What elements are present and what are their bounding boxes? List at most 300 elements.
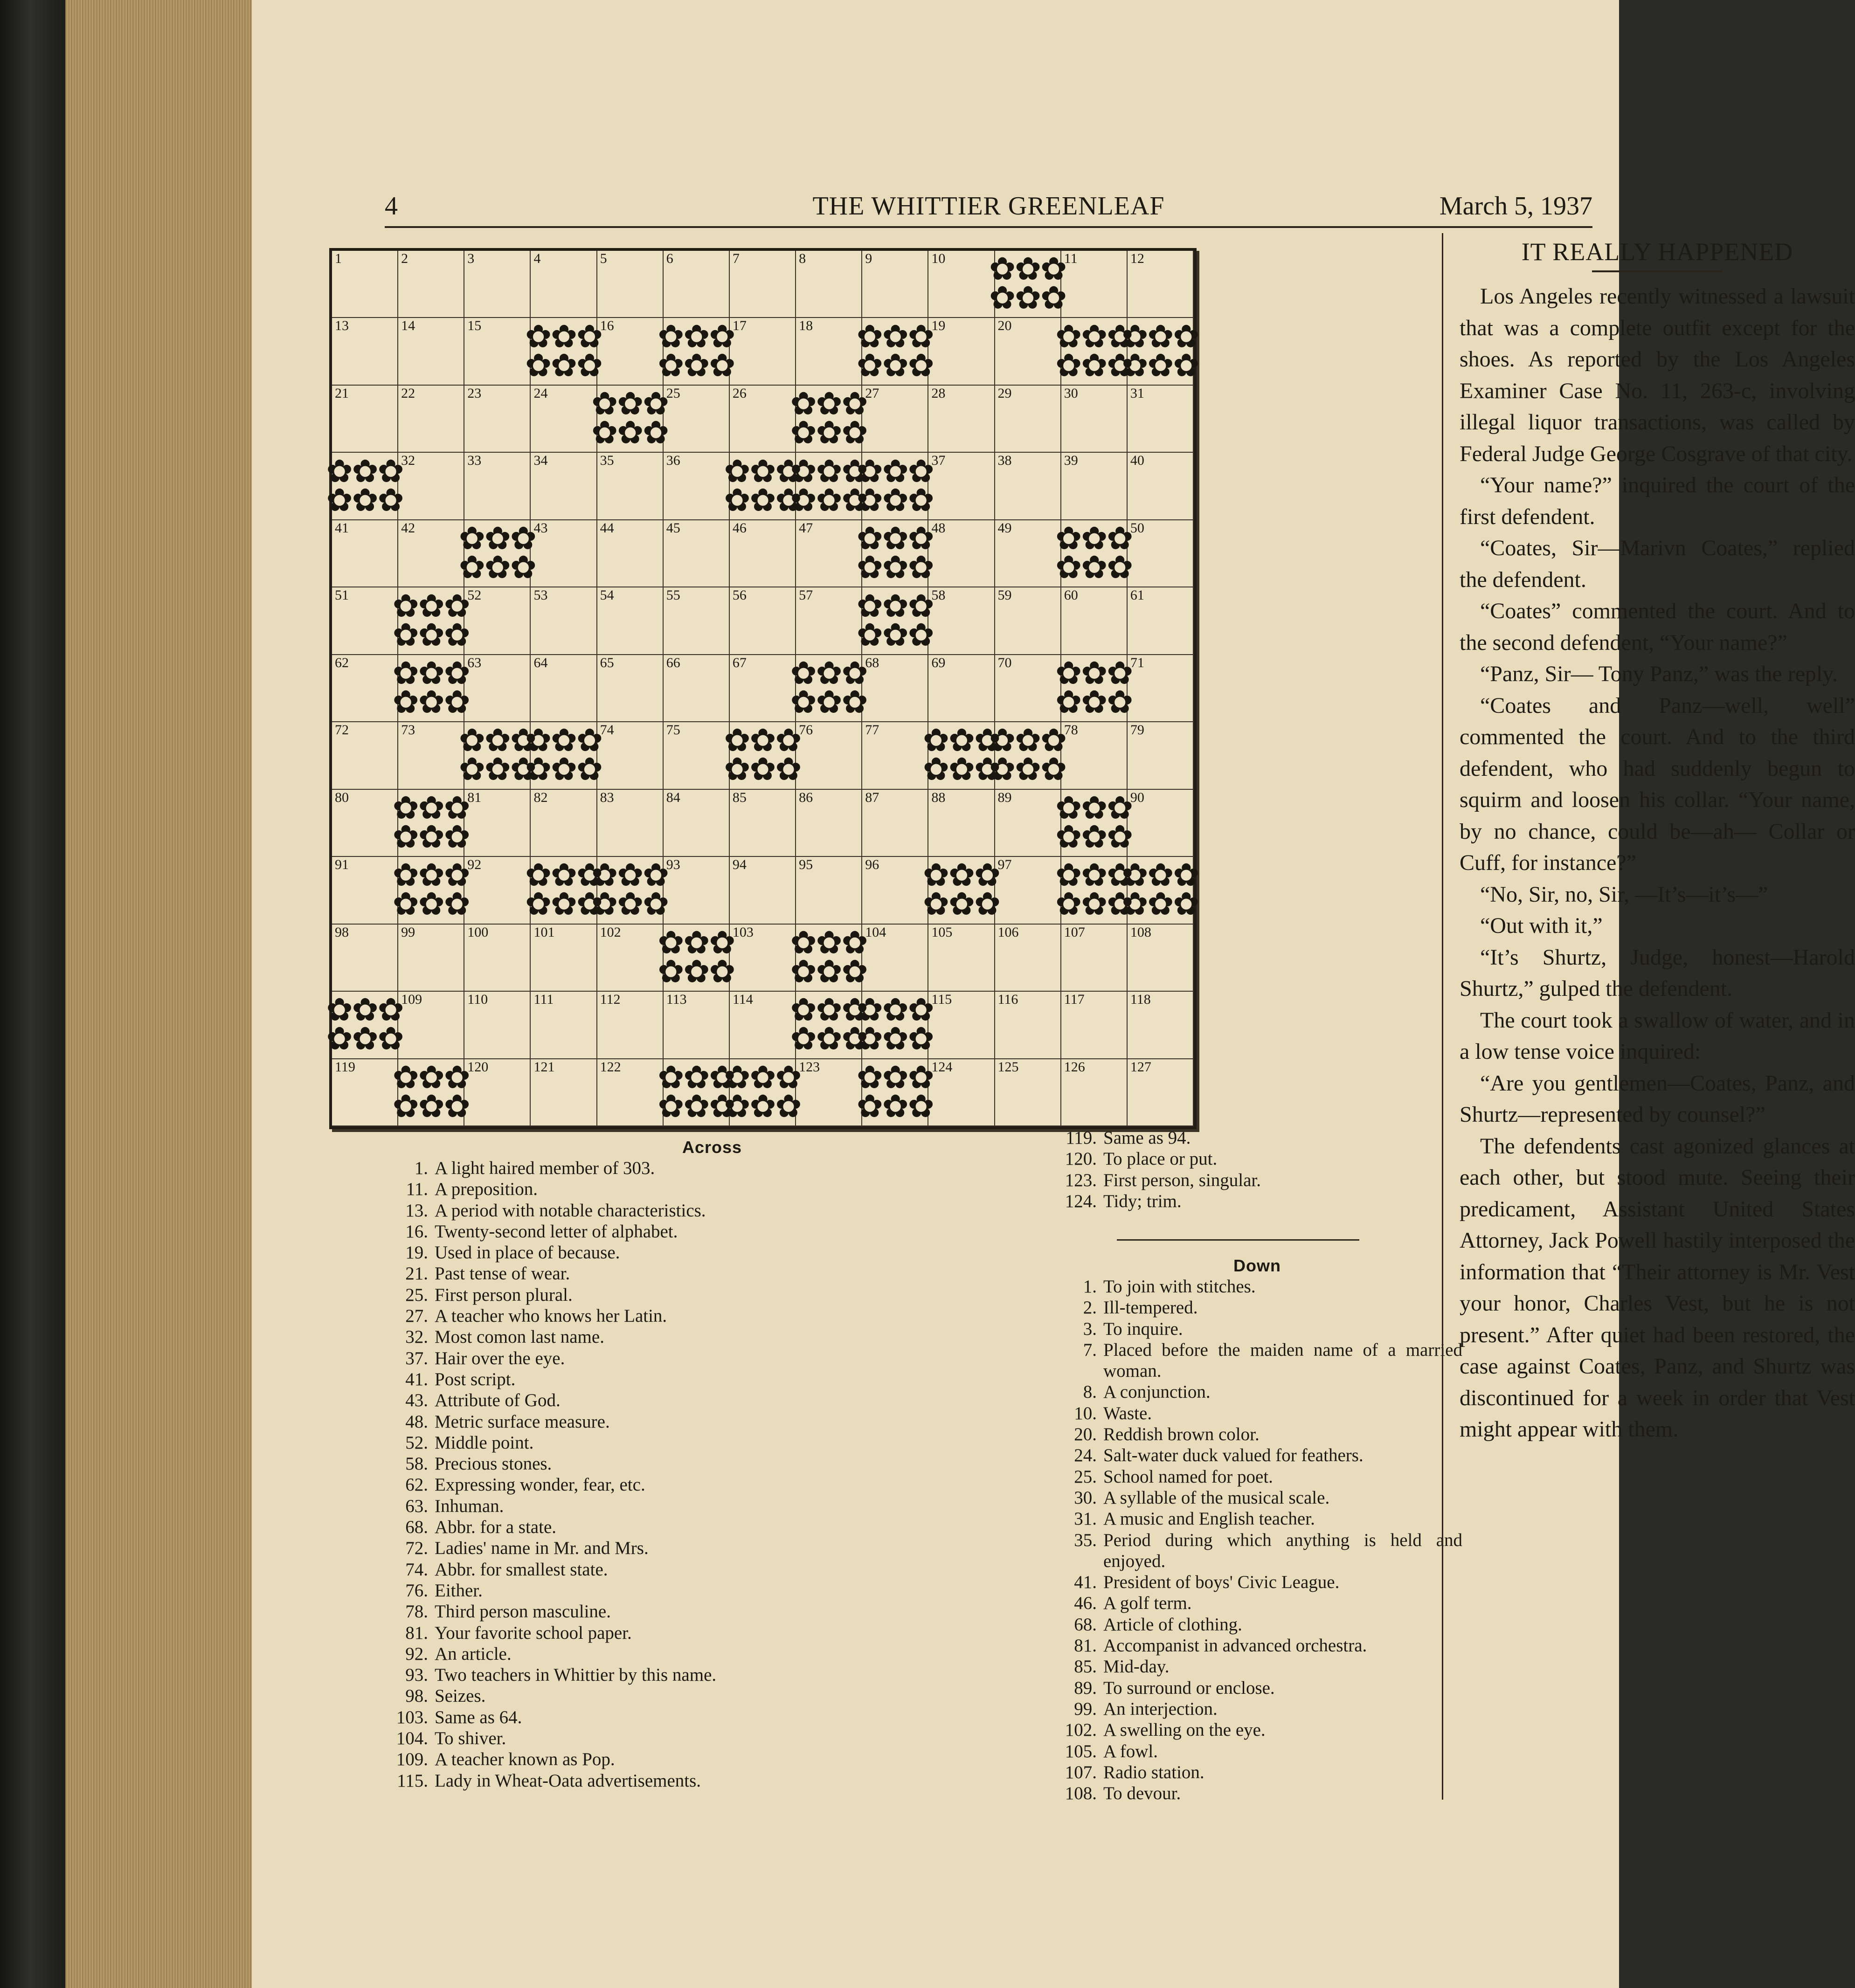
crossword-black-square (525, 318, 602, 385)
clue-text: Either. (435, 1580, 483, 1601)
page-header (385, 186, 1592, 228)
cell-number: 107 (1064, 924, 1085, 940)
cell-number: 95 (799, 857, 813, 873)
down-clues (1052, 1255, 1462, 1804)
crossword-cell (730, 520, 796, 587)
cell-number: 90 (1130, 789, 1144, 805)
cell-number: 120 (467, 1059, 489, 1075)
cell-number: 58 (931, 587, 946, 603)
cell-number: 72 (335, 722, 349, 738)
crossword-black-square (856, 1059, 934, 1126)
cell-number: 27 (865, 385, 879, 401)
crossword-cell (730, 925, 796, 992)
cell-number: 25 (666, 385, 680, 401)
clue-number: 1. (414, 1158, 428, 1178)
clue-item (1052, 1741, 1462, 1762)
crossword-cell (332, 857, 398, 924)
cell-number: 67 (732, 655, 747, 670)
cell-number: 44 (600, 520, 614, 536)
crossword-cell (928, 386, 995, 453)
cell-number: 85 (732, 789, 747, 805)
crossword-cell (1128, 655, 1194, 722)
crossword-black-square (790, 924, 867, 992)
crossword-black-square (326, 453, 403, 520)
crossword-cell (464, 251, 531, 318)
crossword-cell (995, 925, 1061, 992)
crossword-cell (862, 925, 928, 992)
cell-number: 21 (335, 385, 349, 401)
cell-number: 19 (931, 318, 946, 334)
flower-ornament-icon: ✿✿✿ ✿✿✿ (989, 722, 1066, 788)
crossword-cell (664, 520, 730, 587)
cell-number: 110 (467, 992, 488, 1008)
clue-text: Placed before the maiden name of a married woman. (1103, 1339, 1462, 1381)
crossword-cell (730, 857, 796, 924)
crossword-cell (796, 318, 862, 385)
clue-number: 35. (1074, 1530, 1097, 1550)
cell-number: 5 (600, 251, 607, 266)
cell-number: 123 (799, 1059, 820, 1075)
clue-text: Accompanist in advanced orchestra. (1103, 1636, 1367, 1656)
cell-number: 96 (865, 857, 879, 873)
crossword-black-square (989, 251, 1066, 318)
crossword-black-square (790, 453, 867, 520)
cell-number: 69 (931, 655, 946, 670)
cell-number: 50 (1130, 520, 1144, 536)
clue-text: A teacher known as Pop. (435, 1749, 615, 1770)
crossword-cell (796, 587, 862, 655)
clue-number: 93. (405, 1665, 428, 1685)
story-paragraph: “Out with it,” (1480, 913, 1603, 938)
clue-item (383, 1179, 1041, 1200)
crossword-cell (995, 386, 1061, 453)
cell-number: 47 (799, 520, 813, 536)
crossword-cell (531, 251, 597, 318)
cell-number: 71 (1130, 655, 1144, 670)
flower-ornament-icon: ✿✿✿ ✿✿✿ (922, 722, 1000, 788)
flower-ornament-icon: ✿✿✿ ✿✿✿ (724, 1059, 801, 1125)
cell-number: 10 (931, 251, 946, 266)
crossword-black-square (922, 722, 1000, 789)
clue-item (383, 1390, 1041, 1411)
clue-number: 85. (1074, 1657, 1097, 1677)
crossword-cell (531, 992, 597, 1059)
cell-number: 108 (1130, 924, 1151, 940)
cell-number: 116 (997, 992, 1018, 1008)
clue-text: A music and English teacher. (1103, 1509, 1315, 1529)
clue-text: An article. (435, 1643, 512, 1664)
cell-number: 70 (997, 655, 1012, 670)
clue-item (383, 1496, 1041, 1517)
clue-number: 123. (1065, 1170, 1097, 1190)
cell-number: 114 (732, 992, 753, 1008)
crossword-black-square (326, 992, 403, 1059)
clue-number: 81. (405, 1622, 428, 1643)
cell-number: 88 (931, 789, 946, 805)
clue-text: Lady in Wheat-Oata advertisements. (435, 1770, 701, 1791)
column-rule (1442, 233, 1443, 1800)
crossword-black-square (724, 722, 801, 789)
clue-item (383, 1622, 1041, 1643)
cell-number: 17 (732, 318, 747, 334)
crossword-cell (398, 453, 464, 520)
clue-item (383, 1538, 1041, 1559)
clue-text: Mid-day. (1103, 1657, 1170, 1677)
flower-ornament-icon: ✿✿✿ ✿✿✿ (525, 722, 602, 788)
cell-number: 54 (600, 587, 614, 603)
clue-item (1052, 1677, 1462, 1698)
crossword-black-square (790, 386, 867, 453)
cell-number: 126 (1064, 1059, 1085, 1075)
cell-number: 32 (401, 453, 415, 469)
crossword-black-square (856, 992, 934, 1059)
clue-text: A syllable of the musical scale. (1103, 1487, 1330, 1508)
clue-item (383, 1411, 1041, 1432)
cell-number: 102 (600, 924, 621, 940)
clue-number: 63. (405, 1496, 428, 1516)
flower-ornament-icon: ✿✿✿ ✿✿✿ (525, 318, 602, 384)
crossword-cell (664, 251, 730, 318)
clue-text: Precious stones. (435, 1454, 552, 1474)
clue-text: Two teachers in Whittier by this name. (435, 1665, 717, 1685)
crossword-black-square (458, 722, 536, 789)
clue-text: First person, singular. (1103, 1170, 1261, 1190)
crossword-cell (597, 655, 664, 722)
crossword-cell (1061, 722, 1128, 789)
cell-number: 64 (533, 655, 548, 670)
flower-ornament-icon: ✿✿✿ ✿✿✿ (856, 318, 934, 384)
flower-ornament-icon: ✿✿✿ ✿✿✿ (392, 789, 470, 856)
cell-number: 33 (467, 453, 482, 469)
clue-text: A teacher who knows her Latin. (435, 1306, 667, 1326)
crossword-cell (1061, 587, 1128, 655)
clue-number: 21. (405, 1263, 428, 1284)
crossword-cell (796, 857, 862, 924)
crossword-cell (398, 520, 464, 587)
cell-number: 112 (600, 992, 621, 1008)
crossword-cell (1128, 520, 1194, 587)
crossword-cell (664, 722, 730, 789)
clue-item (1052, 1593, 1462, 1614)
clue-text: President of boys' Civic League. (1103, 1572, 1340, 1593)
clue-number: 76. (405, 1580, 428, 1601)
cell-number: 103 (732, 924, 754, 940)
clue-item (1052, 1148, 1462, 1169)
story-paragraph: “It’s Shurtz, Judge, honest—Harold Shurtz,” gulped the defendent. (1460, 945, 1855, 1001)
clue-text: Most comon last name. (435, 1327, 604, 1347)
cell-number: 60 (1064, 587, 1078, 603)
clue-item (1052, 1445, 1462, 1466)
story-paragraph: “Your name?” inquired the court of the first defendent. (1460, 473, 1855, 529)
cell-number: 97 (997, 857, 1012, 873)
clue-number: 107. (1065, 1762, 1097, 1782)
cell-number: 22 (401, 385, 415, 401)
crossword-black-square (1055, 789, 1133, 857)
clue-text: Hair over the eye. (435, 1348, 565, 1368)
cell-number: 15 (467, 318, 482, 334)
clue-text: Same as 64. (435, 1707, 522, 1727)
crossword-cell (332, 655, 398, 722)
clue-item (383, 1284, 1041, 1305)
cell-number: 86 (799, 789, 813, 805)
clue-text: A golf term. (1103, 1593, 1192, 1614)
cell-number: 109 (401, 992, 422, 1008)
clue-text: Attribute of God. (435, 1390, 561, 1411)
flower-ornament-icon: ✿✿✿ ✿✿✿ (856, 453, 934, 519)
cell-number: 55 (666, 587, 680, 603)
crossword-black-square (658, 924, 735, 992)
clue-item (383, 1580, 1041, 1601)
crossword-cell (1061, 386, 1128, 453)
crossword-cell (531, 925, 597, 992)
story-title: IT REALLY HAPPENED (1521, 238, 1793, 266)
across-heading: Across (682, 1138, 742, 1157)
crossword-cell (1128, 251, 1194, 318)
crossword-cell (928, 587, 995, 655)
crossword-cell (597, 925, 664, 992)
clue-number: 8. (1083, 1382, 1097, 1402)
crossword-black-square (458, 520, 536, 587)
crossword-cell (664, 790, 730, 857)
clue-text: A swelling on the eye. (1103, 1720, 1266, 1740)
clue-number: 72. (405, 1538, 428, 1559)
crossword-black-square (392, 587, 470, 655)
crossword-cell (1061, 251, 1128, 318)
crossword-cell (796, 520, 862, 587)
clue-item (383, 1369, 1041, 1390)
clue-text: Middle point. (435, 1432, 534, 1453)
cell-number: 78 (1064, 722, 1078, 738)
cell-number: 36 (666, 453, 680, 469)
cell-number: 61 (1130, 587, 1144, 603)
cell-number: 7 (732, 251, 740, 266)
clue-text: To inquire. (1103, 1318, 1183, 1339)
crossword-cell (928, 925, 995, 992)
flower-ornament-icon: ✿✿✿ ✿✿✿ (658, 318, 735, 384)
crossword-cell (796, 1059, 862, 1126)
cell-number: 81 (467, 789, 482, 805)
crossword-cell (464, 1059, 531, 1126)
cell-number: 98 (335, 924, 349, 940)
clue-item (1052, 1381, 1462, 1402)
crossword-cell (398, 722, 464, 789)
clue-item (383, 1348, 1041, 1369)
flower-ornament-icon: ✿✿✿ ✿✿✿ (790, 924, 867, 990)
crossword-black-square (392, 655, 470, 722)
flower-ornament-icon: ✿✿✿ ✿✿✿ (856, 587, 934, 654)
clue-number: 16. (405, 1221, 428, 1242)
clue-item (1052, 1297, 1462, 1318)
clue-number: 124. (1065, 1191, 1097, 1211)
crossword-black-square (1055, 318, 1133, 385)
clue-number: 89. (1074, 1677, 1097, 1698)
crossword-black-square (392, 789, 470, 857)
story-paragraph: “Coates, Sir—Marivn Coates,” replied the defendent. (1460, 536, 1855, 592)
clue-text: Abbr. for smallest state. (435, 1559, 608, 1580)
crossword-black-square (1121, 318, 1199, 385)
cell-number: 62 (335, 655, 349, 670)
cell-number: 73 (401, 722, 415, 738)
cell-number: 2 (401, 251, 408, 266)
clue-number: 62. (405, 1475, 428, 1495)
crossword-cell (730, 251, 796, 318)
clue-item (1052, 1783, 1462, 1804)
clue-item (1052, 1508, 1462, 1529)
flower-ornament-icon: ✿✿✿ ✿✿✿ (1121, 857, 1199, 923)
cell-number: 101 (533, 924, 555, 940)
clue-number: 41. (405, 1369, 428, 1389)
crossword-cell (730, 790, 796, 857)
cell-number: 34 (533, 453, 548, 469)
flower-ornament-icon: ✿✿✿ ✿✿✿ (790, 453, 867, 519)
crossword-cell (332, 251, 398, 318)
flower-ornament-icon: ✿✿✿ ✿✿✿ (658, 924, 735, 990)
flower-ornament-icon: ✿✿✿ ✿✿✿ (724, 453, 801, 519)
clue-item (383, 1664, 1041, 1685)
crossword-cell (398, 318, 464, 385)
flower-ornament-icon: ✿✿✿ ✿✿✿ (989, 251, 1066, 317)
crossword-cell (928, 520, 995, 587)
story-article (1460, 233, 1855, 1445)
cell-number: 12 (1130, 251, 1144, 266)
cell-number: 3 (467, 251, 475, 266)
crossword-black-square (790, 655, 867, 722)
story-paragraph: Los Angeles recently witnessed a lawsuit that was a complete outfit except for the shoes. As reported by the Los Angeles Examiner Case No. 11, 263-c, involving illegal liquor transactions, was called by Federal Judge George Cosgrave of that city. (1460, 284, 1855, 466)
clue-number: 68. (1074, 1614, 1097, 1635)
clue-text: Past tense of wear. (435, 1263, 570, 1284)
flower-ornament-icon: ✿✿✿ ✿✿✿ (1055, 789, 1133, 856)
cell-number: 59 (997, 587, 1012, 603)
crossword-black-square (591, 857, 669, 924)
crossword-cell (464, 655, 531, 722)
cell-number: 4 (533, 251, 541, 266)
clue-item (383, 1242, 1041, 1263)
clue-item (1052, 1466, 1462, 1487)
newspaper-page (252, 0, 1855, 1988)
flower-ornament-icon: ✿✿✿ ✿✿✿ (591, 386, 669, 452)
cell-number: 38 (997, 453, 1012, 469)
crossword-cell (398, 251, 464, 318)
crossword-cell (664, 992, 730, 1059)
clue-text: Twenty-second letter of alphabet. (435, 1221, 678, 1242)
flower-ornament-icon: ✿✿✿ ✿✿✿ (1055, 857, 1133, 923)
cell-number: 26 (732, 385, 747, 401)
flower-ornament-icon: ✿✿✿ ✿✿✿ (790, 992, 867, 1058)
crossword-cell (597, 251, 664, 318)
clue-item (383, 1643, 1041, 1664)
cell-number: 76 (799, 722, 813, 738)
clue-text: Same as 94. (1103, 1128, 1191, 1148)
clue-number: 31. (1074, 1509, 1097, 1529)
crossword-cell (464, 386, 531, 453)
cell-number: 104 (865, 924, 886, 940)
crossword-cell (531, 453, 597, 520)
flower-ornament-icon: ✿✿✿ ✿✿✿ (591, 857, 669, 923)
clue-number: 81. (1074, 1636, 1097, 1656)
clue-number: 74. (405, 1559, 428, 1580)
clue-text: An interjection. (1103, 1698, 1218, 1719)
crossword-cell (995, 520, 1061, 587)
clue-item (1052, 1530, 1462, 1572)
crossword-cell (597, 1059, 664, 1126)
clue-divider (1117, 1239, 1359, 1241)
crossword-black-square (989, 722, 1066, 789)
crossword-cell (332, 318, 398, 385)
clue-number: 25. (405, 1284, 428, 1305)
crossword-cell (862, 857, 928, 924)
crossword-cell (928, 992, 995, 1059)
clue-number: 10. (1074, 1403, 1097, 1423)
flower-ornament-icon: ✿✿✿ ✿✿✿ (392, 655, 470, 721)
crossword-cell (664, 857, 730, 924)
crossword-cell (1128, 453, 1194, 520)
crossword-cell (995, 790, 1061, 857)
clue-item (383, 1200, 1041, 1221)
crossword-cell (398, 925, 464, 992)
clue-item (1052, 1487, 1462, 1508)
cell-number: 29 (997, 385, 1012, 401)
cell-number: 16 (600, 318, 614, 334)
clue-number: 24. (1074, 1445, 1097, 1466)
story-paragraph: “Panz, Sir— Tony Panz,” was the reply. (1480, 662, 1838, 686)
clue-text: Salt-water duck valued for feathers. (1103, 1445, 1364, 1466)
crossword-cell (995, 857, 1061, 924)
flower-ornament-icon: ✿✿✿ ✿✿✿ (724, 722, 801, 788)
cell-number: 83 (600, 789, 614, 805)
crossword-cell (332, 925, 398, 992)
cell-number: 87 (865, 789, 879, 805)
clue-item (1052, 1635, 1462, 1656)
crossword-cell (332, 520, 398, 587)
crossword-black-square (724, 453, 801, 520)
cell-number: 9 (865, 251, 872, 266)
crossword-black-square (1055, 655, 1133, 722)
cell-number: 65 (600, 655, 614, 670)
crossword-cell (995, 1059, 1061, 1126)
cell-number: 75 (666, 722, 680, 738)
crossword-cell (664, 587, 730, 655)
crossword-cell (1061, 1059, 1128, 1126)
clue-text: Waste. (1103, 1403, 1152, 1423)
clue-item (383, 1728, 1041, 1749)
cell-number: 37 (931, 453, 946, 469)
cell-number: 99 (401, 924, 415, 940)
clue-number: 27. (405, 1306, 428, 1326)
clue-number: 52. (405, 1432, 428, 1453)
cell-number: 113 (666, 992, 687, 1008)
clue-item (1052, 1656, 1462, 1677)
clue-item (383, 1749, 1041, 1770)
story-paragraph: The court took a swallow of water, and in a low tense voice inquired: (1460, 1008, 1855, 1064)
clue-text: A fowl. (1103, 1741, 1158, 1761)
crossword-black-square (724, 1059, 801, 1126)
clue-text: Period during which anything is held and enjoyed. (1103, 1530, 1462, 1571)
clue-text: Your favorite school paper. (435, 1622, 632, 1643)
cell-number: 68 (865, 655, 879, 670)
clue-text: Post script. (435, 1369, 516, 1389)
clue-number: 11. (406, 1179, 428, 1200)
cell-number: 106 (997, 924, 1019, 940)
crossword-cell (464, 587, 531, 655)
crossword-grid (326, 248, 1199, 1129)
clue-item (383, 1517, 1041, 1538)
issue-date: March 5, 1937 (1439, 192, 1592, 221)
crossword-black-square (525, 857, 602, 924)
crossword-cell (1128, 992, 1194, 1059)
clue-number: 46. (1074, 1593, 1097, 1614)
cell-number: 118 (1130, 992, 1151, 1008)
clue-item (383, 1326, 1041, 1347)
